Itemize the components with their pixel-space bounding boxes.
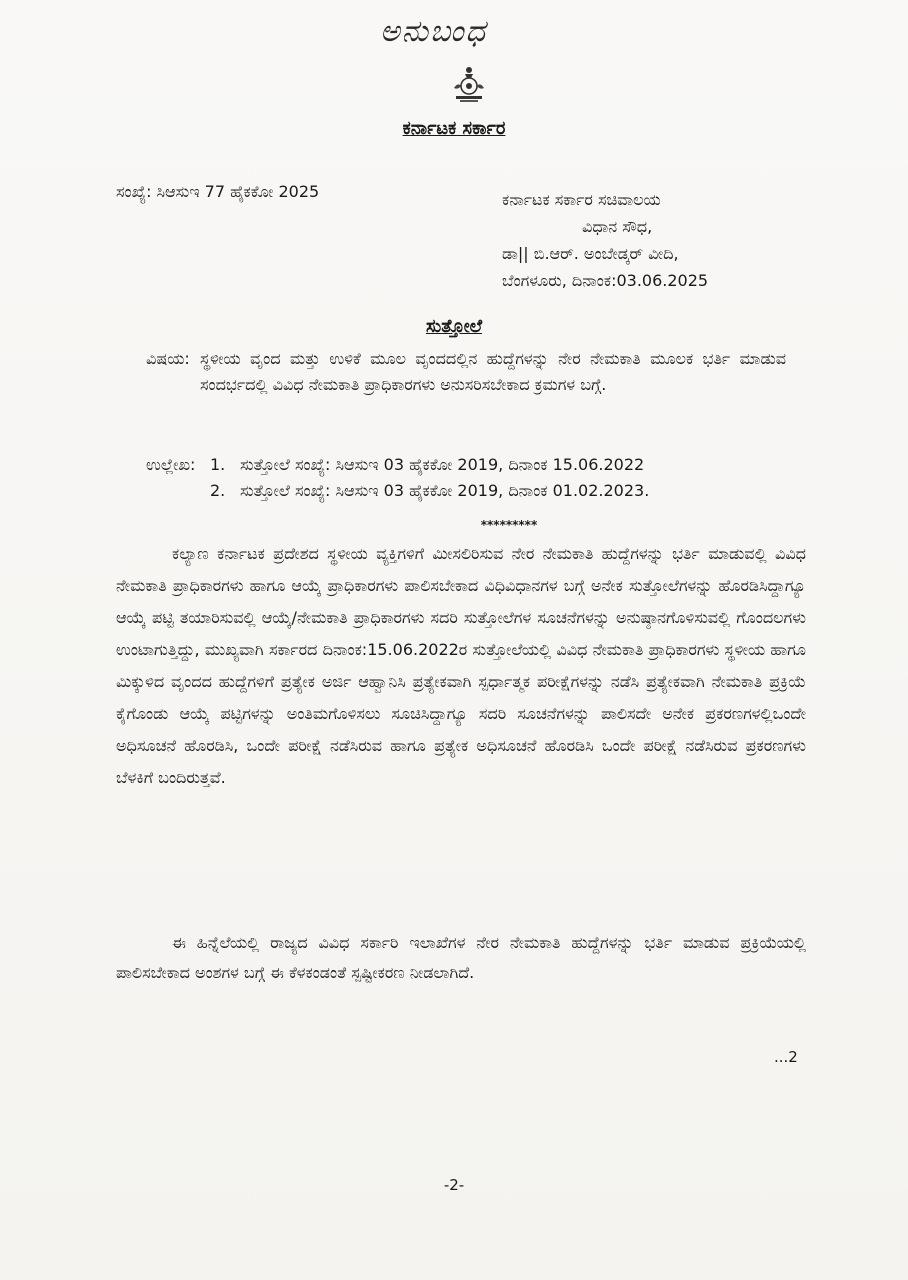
address-line-building: ವಿಧಾನ ಸೌಧ,	[582, 217, 653, 236]
handwritten-annotation: ಅನುಬಂಧ	[380, 14, 487, 49]
page-number: -2-	[443, 1176, 465, 1194]
reference-number: ಸಂಖ್ಯೆ: ಸಿಆಸುಇ 77 ಹೈಕಕೋ 2025	[116, 182, 320, 201]
body-paragraph-1: ಕಲ್ಯಾಣ ಕರ್ನಾಟಕ ಪ್ರದೇಶದ ಸ್ಥಳೀಯ ವ್ಯಕ್ತಿಗಳಿಗೆ ಮೀಸಲಿರಿಸುವ ನೇರ ನೇಮಕಾತಿ ಹುದ್ದೆಗಳನ್ನು ಭರ್ತಿ ಮಾಡುವಲ್ಲಿ ವಿವಿಧ ನೇಮಕಾತಿ ಪ್ರಾಧಿಕಾರಗಳು ಹಾಗೂ ಆಯ್ಕೆ ಪ್ರಾಧಿಕಾರಗಳು ಪಾಲಿಸಬೇಕಾದ ವಿಧಿವಿಧಾನಗಳ ಬಗ್ಗೆ ಅನೇಕ ಸುತ್ತೋಲೆಗಳನ್ನು ಹೊರಡಿಸಿದ್ದಾಗ್ಯೂ ಆಯ್ಕೆ ಪಟ್ಟಿ ತಯಾರಿಸುವಲ್ಲಿ ಆಯ್ಕೆ/ನೇಮಕಾತಿ ಪ್ರಾಧಿಕಾರಗಳು ಸದರಿ ಸುತ್ತೋಲೆಗಳ ಸೂಚನೆಗಳನ್ನು ಅನುಷ್ಠಾನಗೊಳಿಸುವಲ್ಲಿ ಗೊಂದಲಗಳು ಉಂಟಾಗುತ್ತಿದ್ದು, ಮುಖ್ಯವಾಗಿ ಸರ್ಕಾರದ ದಿನಾಂಕ:15.06.2022ರ ಸುತ್ತೋಲೆಯಲ್ಲಿ ವಿವಿಧ ನೇಮಕಾತಿ ಪ್ರಾಧಿಕಾರಗಳು ಸ್ಥಳೀಯ ಹಾಗೂ ಮಿಕ್ಕುಳಿದ ವೃಂದದ ಹುದ್ದೆಗಳಿಗೆ ಪ್ರತ್ಯೇಕ ಅರ್ಜಿ ಆಹ್ವಾನಿಸಿ ಪ್ರತ್ಯೇಕವಾಗಿ ಸ್ಪರ್ಧಾತ್ಮಕ ಪರೀಕ್ಷೆಗಳನ್ನು ನಡೆಸಿ ಪ್ರತ್ಯೇಕವಾಗಿ ನೇಮಕಾತಿ ಪ್ರಕ್ರಿಯೆ ಕೈಗೊಂಡು ಆಯ್ಕೆ ಪಟ್ಟಿಗಳನ್ನು ಅಂತಿಮಗೊಳಿಸಲು ಸೂಚಿಸಿದ್ದಾಗ್ಯೂ ಸದರಿ ಸೂಚನೆಗಳನ್ನು ಪಾಲಿಸದೇ ಅನೇಕ ಪ್ರಕರಣಗಳಲ್ಲಿಒಂದೇ ಅಧಿಸೂಚನೆ ಹೊರಡಿಸಿ, ಒಂದೇ ಪರೀಕ್ಷೆ ನಡೆಸಿರುವ ಹಾಗೂ ಪ್ರತ್ಯೇಕ ಅಧಿಸೂಚನೆ ಹೊರಡಿಸಿ ಒಂದೇ ಪರೀಕ್ಷೆ ನಡೆಸಿರುವ ಪ್ರಕರಣಗಳು ಬೆಳಕಿಗೆ ಬಂದಿರುತ್ತವೆ.	[116, 544, 806, 787]
continued-marker: ...2	[774, 1048, 798, 1066]
body-paragraph-2: ಈ ಹಿನ್ನೆಲೆಯಲ್ಲಿ ರಾಜ್ಯದ ವಿವಿಧ ಸರ್ಕಾರಿ ಇಲಾಖೆಗಳ ನೇರ ನೇಮಕಾತಿ ಹುದ್ದೆಗಳನ್ನು ಭರ್ತಿ ಮಾಡುವ ಪ್ರಕ್ರಿಯೆಯಲ್ಲಿ ಪಾಲಿಸಬೇಕಾದ ಅಂಶಗಳ ಬಗ್ಗೆ ಈ ಕೆಳಕಂಡಂತೆ ಸ್ಪಷ್ಟೀಕರಣ ನೀಡಲಾಗಿದೆ.	[116, 933, 806, 982]
reference-item	[146, 478, 766, 504]
references-label: ಉಲ್ಲೇಖ:	[146, 455, 196, 474]
reference-item	[146, 452, 766, 478]
reference-text: ಸುತ್ತೋಲೆ ಸಂಖ್ಯೆ: ಸಿಆಸುಇ 03 ಹೈಕಕೋ 2019, ದಿನಾಂಕ 01.02.2023.	[240, 481, 650, 500]
address-line-street: ಡಾ|| ಬಿ.ಆರ್. ಅಂಬೇಡ್ಕರ್ ವೀದಿ,	[502, 244, 679, 263]
reference-text: ಸುತ್ತೋಲೆ ಸಂಖ್ಯೆ: ಸಿಆಸುಇ 03 ಹೈಕಕೋ 2019, ದಿನಾಂಕ 15.06.2022	[240, 455, 645, 474]
state-emblem-icon	[448, 64, 490, 104]
reference-number-label: 2.	[210, 481, 226, 500]
address-line-city-date: ಬೆಂಗಳೂರು, ದಿನಾಂಕ:03.06.2025	[502, 271, 709, 290]
subject-text: ಸ್ಥಳೀಯ ವೃಂದ ಮತ್ತು ಉಳಿಕೆ ಮೂಲ ವೃಂದದಲ್ಲಿನ ಹುದ್ದೆಗಳನ್ನು ನೇರ ನೇಮಕಾತಿ ಮೂಲಕ ಭರ್ತಿ ಮಾಡುವ ಸಂದರ್ಭದಲ್ಲಿ ವಿವಿಧ ನೇಮಕಾತಿ ಪ್ರಾಧಿಕಾರಗಳು ಅನುಸರಿಸಬೇಕಾದ ಕ್ರಮಗಳ ಬಗ್ಗೆ.	[200, 349, 786, 394]
address-line-secretariat: ಕರ್ನಾಟಕ ಸರ್ಕಾರ ಸಚಿವಾಲಯ	[502, 190, 661, 209]
subject-label: ವಿಷಯ:	[146, 349, 190, 368]
subject-block	[146, 346, 786, 398]
government-title: ಕರ್ನಾಟಕ ಸರ್ಕಾರ	[402, 118, 506, 139]
reference-number-label: 1.	[210, 455, 226, 474]
separator: *********	[480, 518, 538, 532]
circular-title: ಸುತ್ತೋಲೆ	[425, 316, 483, 337]
references-block	[146, 452, 766, 504]
office-address	[490, 186, 760, 294]
